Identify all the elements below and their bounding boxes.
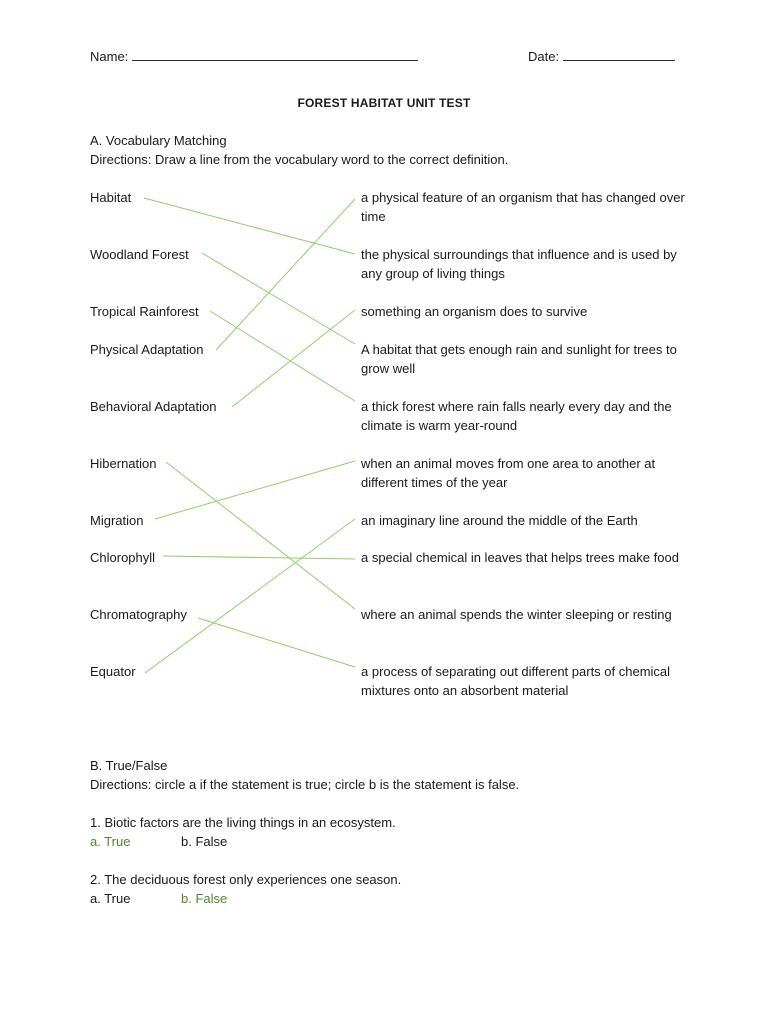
line-habitat [144,198,355,254]
definition-migration: when an animal moves from one area to another at different times of the year [361,456,656,490]
vocab-word-migration: Migration [90,513,144,528]
line-chromatography [198,618,355,667]
line-migration [155,461,355,519]
line-woodland-forest [202,253,355,344]
vocab-word-behavioral-adaptation: Behavioral Adaptation [90,399,217,414]
section-a-directions: Directions: Draw a line from the vocabulary word to the correct definition. [90,152,509,167]
definition-equator: an imaginary line around the middle of the Earth [361,513,638,528]
vocab-word-chlorophyll: Chlorophyll [90,550,156,565]
definition-habitat: the physical surroundings that influence and is used by any group of living things [361,247,677,281]
definition-behavior: something an organism does to survive [361,304,588,319]
vocab-word-hibernation: Hibernation [90,456,157,471]
definition-chromatography: a process of separating out different parts of chemical mixtures onto an absorbent material [361,664,671,698]
page-title: FOREST HABITAT UNIT TEST [297,96,471,110]
definition-woodland: A habitat that gets enough rain and sunlight for trees to grow well [361,342,677,376]
line-physical-adaptation [216,199,355,350]
line-chlorophyll [163,556,355,559]
vocab-word-tropical-rainforest: Tropical Rainforest [90,304,199,319]
question-1-option-a[interactable]: a. True [90,834,131,849]
vocab-word-habitat: Habitat [90,190,132,205]
vocab-word-chromatography: Chromatography [90,607,187,622]
question-1-prompt: 1. Biotic factors are the living things in an ecosystem. [90,815,396,830]
section-b-heading: B. True/False [90,758,168,773]
definition-rainforest: a thick forest where rain falls nearly every day and the climate is warm year-round [361,399,672,433]
question-1-option-b[interactable]: b. False [181,834,228,849]
section-a-heading: A. Vocabulary Matching [90,133,227,148]
vocab-word-woodland-forest: Woodland Forest [90,247,189,262]
name-label: Name: [90,49,129,64]
line-hibernation [166,462,355,609]
question-2-option-b[interactable]: b. False [181,891,228,906]
line-equator [145,519,355,673]
vocab-word-physical-adaptation: Physical Adaptation [90,342,204,357]
question-2-option-a[interactable]: a. True [90,891,131,906]
definition-adaptation: a physical feature of an organism that has changed over time [361,190,685,224]
definition-hibernation: where an animal spends the winter sleeping or resting [361,607,672,622]
line-tropical-rainforest [210,311,355,401]
date-label: Date: [528,49,560,64]
definition-chlorophyll: a special chemical in leaves that helps trees make food [361,550,679,565]
line-behavioral-adaptation [232,310,355,407]
vocab-word-equator: Equator [90,664,136,679]
question-2-prompt: 2. The deciduous forest only experiences one season. [90,872,402,887]
section-b-directions: Directions: circle a if the statement is true; circle b is the statement is false. [90,777,520,792]
